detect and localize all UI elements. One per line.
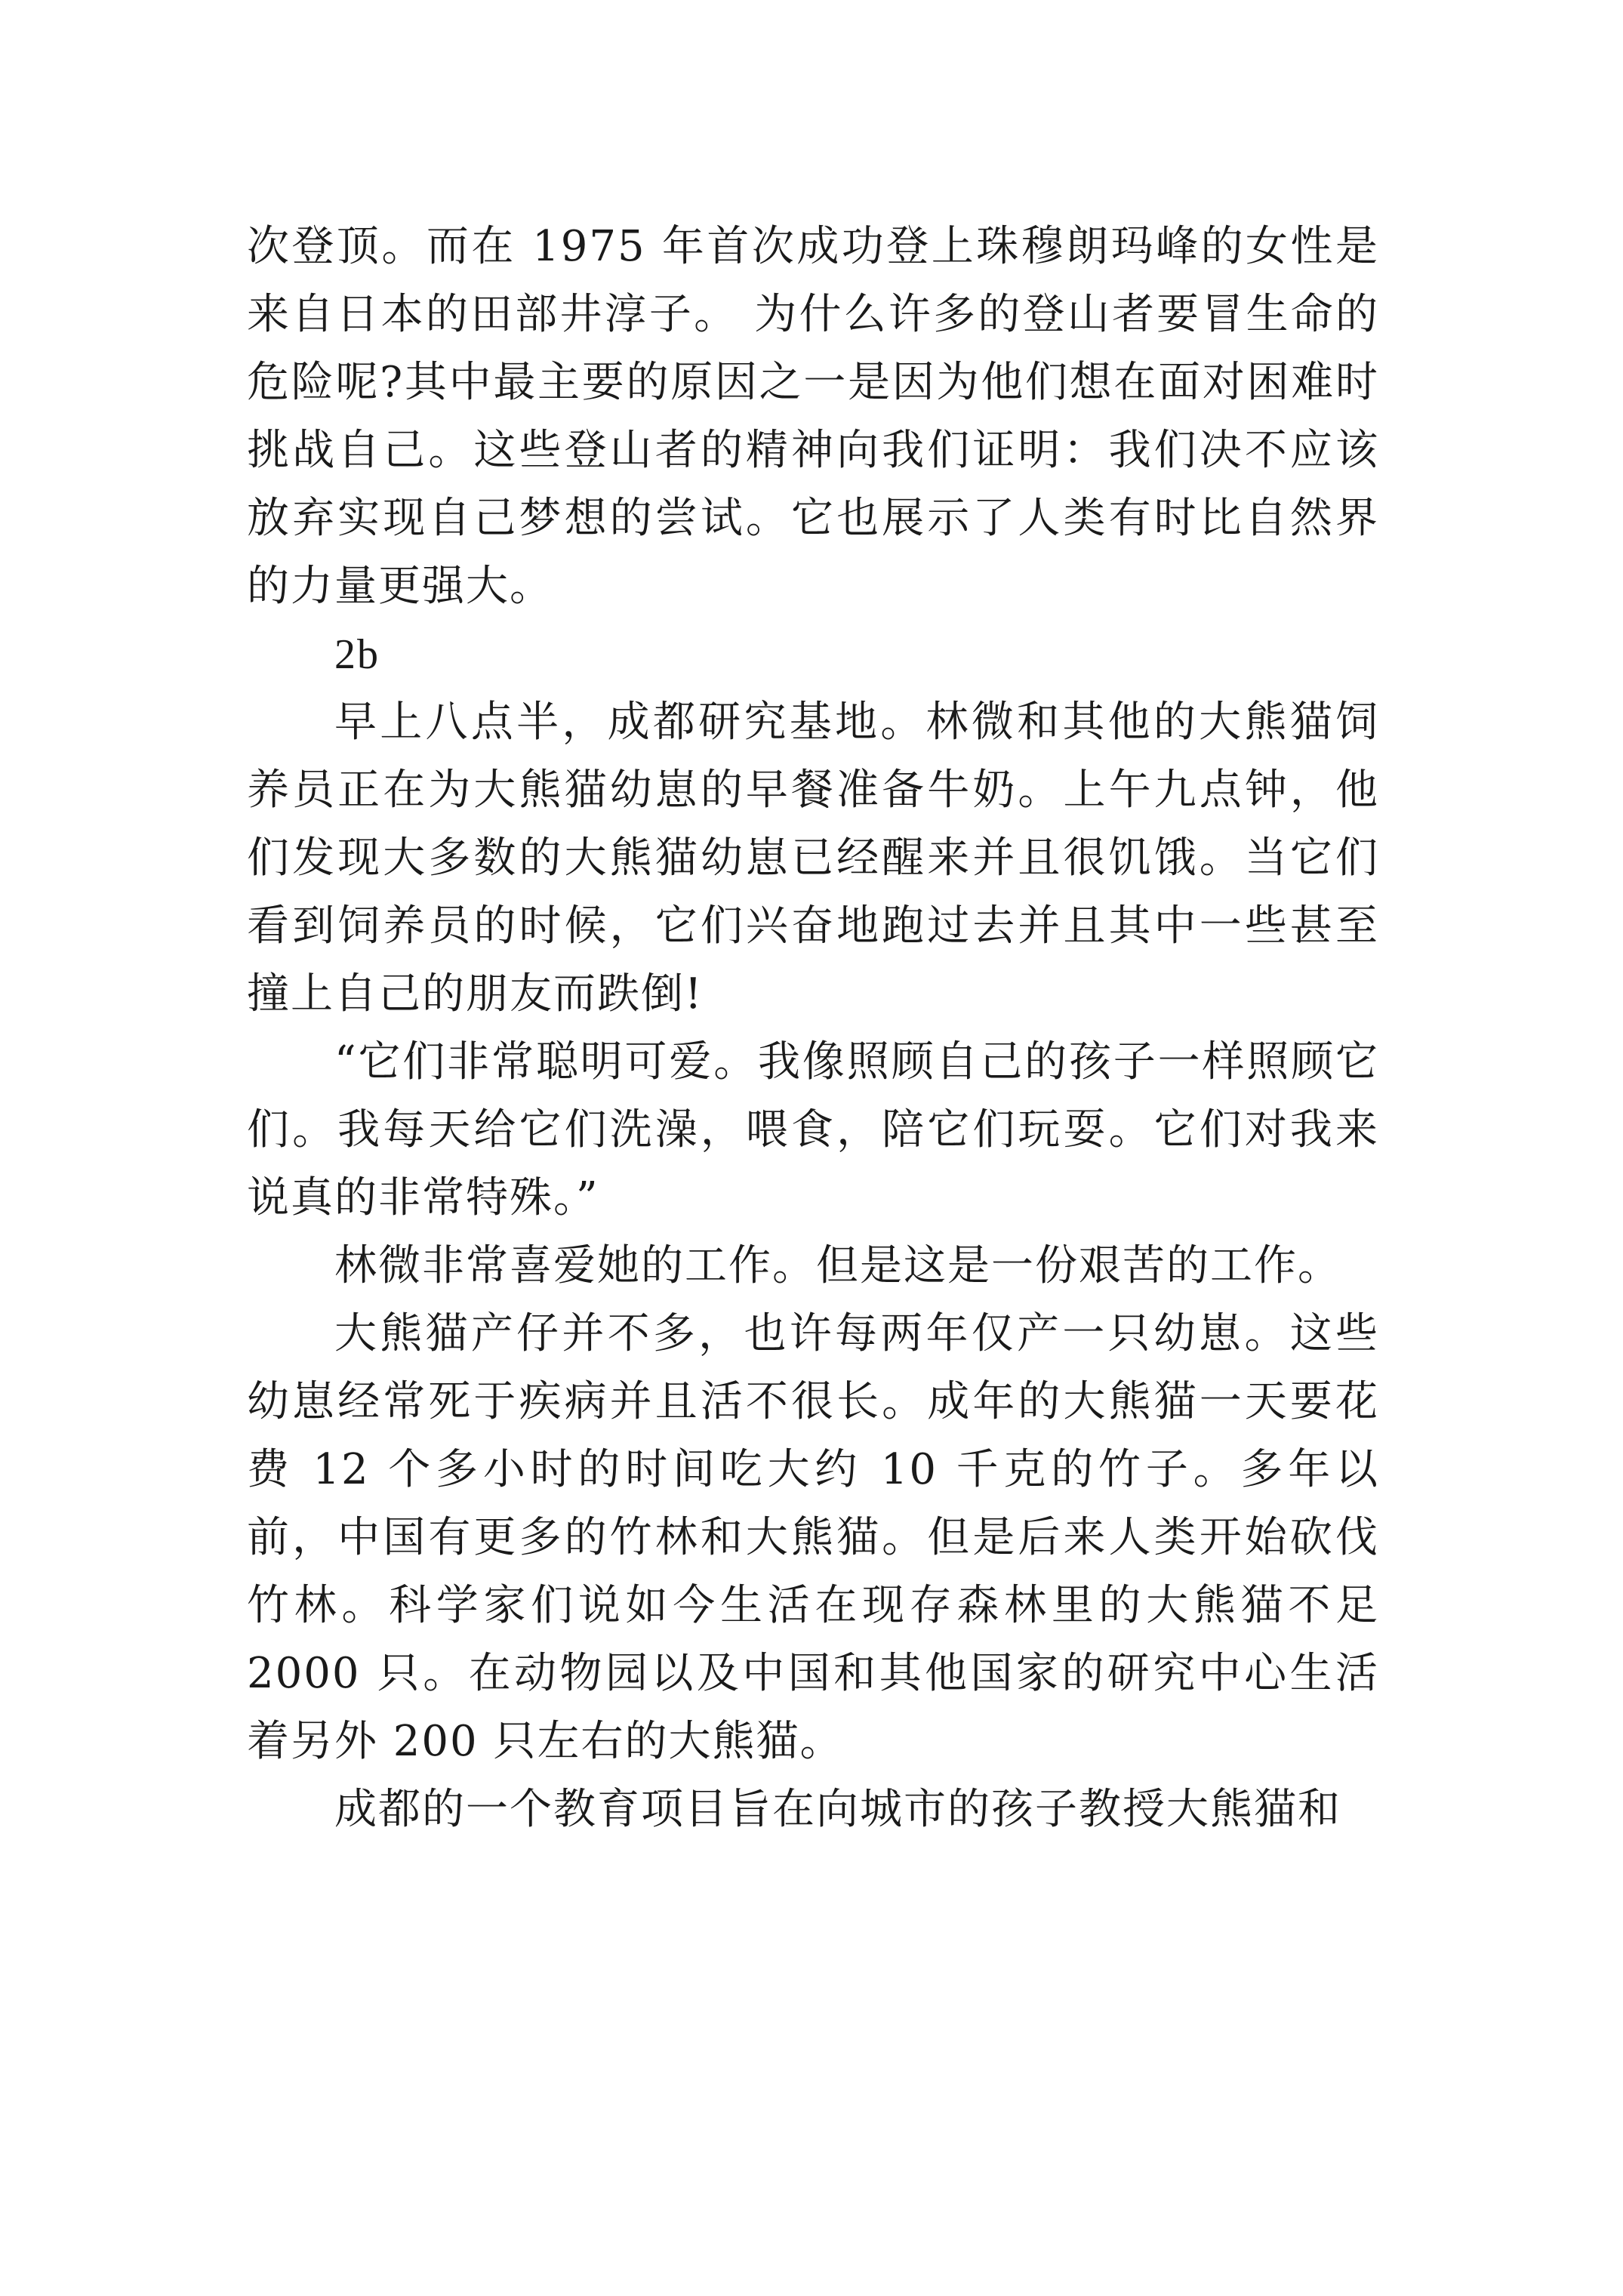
paragraph-chengdu-morning: 早上八点半，成都研究基地。林微和其他的大熊猫饲养员正在为大熊猫幼崽的早餐准备牛奶。上午九点钟，他们发现大多数的大熊猫幼崽已经醒来并且很饥饿。当它们看到饲养员的时候，它们兴奋地跑过去并且其中一些甚至撞上自己的朋友而跌倒!	[247, 698, 1379, 1019]
paragraph-everest-summit: 次登顶。而在 1975 年首次成功登上珠穆朗玛峰的女性是来自日本的田部井淳子。 为什么许多的登山者要冒生命的危险呢?其中最主要的原因之一是因为他们想在面对困难时挑战自己。这些登山者的精神向我们证明：我们决不应该放弃实现自己梦想的尝试。它也展示了人类有时比自然界的力量更强大。	[247, 222, 1379, 611]
document-body	[247, 213, 1379, 1844]
paragraph-keeper-quote: “它们非常聪明可爱。我像照顾自己的孩子一样照顾它们。我每天给它们洗澡，喂食，陪它们玩耍。它们对我来说真的非常特殊。”	[247, 1037, 1379, 1222]
paragraph-education-project: 成都的一个教育项目旨在向城市的孩子教授大熊猫和	[334, 1785, 1341, 1834]
paragraph-hard-job: 林微非常喜爱她的工作。但是这是一份艰苦的工作。	[334, 1241, 1341, 1290]
paragraph-panda-facts: 大熊猫产仔并不多，也许每两年仅产一只幼崽。这些幼崽经常死于疾病并且活不很长。成年的大熊猫一天要花费 12 个多小时的时间吃大约 10 千克的竹子。多年以前，中国有更多的竹林和大熊猫。但是后来人类开始砍伐竹林。科学家们说如今生活在现存森林里的大熊猫不足 2000 只。在动物园以及中国和其他国家的研究中心生活着另外 200 只左右的大熊猫。	[247, 1309, 1379, 1766]
section-heading-2b: 2b	[334, 631, 380, 678]
